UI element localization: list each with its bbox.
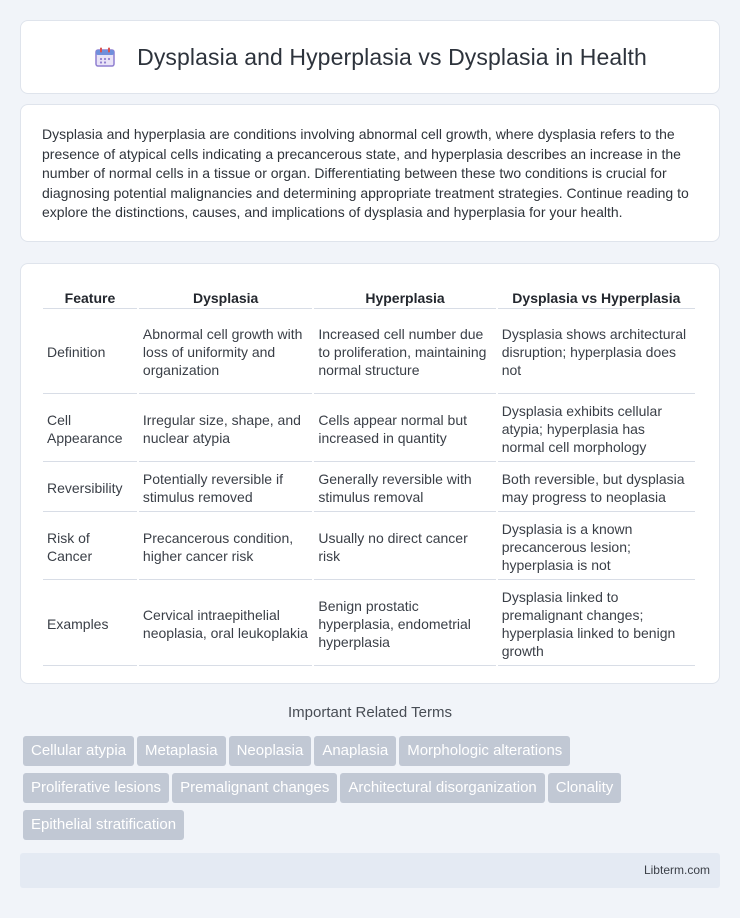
table-row <box>43 396 695 462</box>
table-cell: Definition <box>43 311 137 394</box>
table-cell: Dysplasia linked to premalignant changes; hyperplasia linked to benign growth <box>498 582 695 666</box>
table-row <box>43 582 695 666</box>
table-cell: Dysplasia is a known precancerous lesion; hyperplasia is not <box>498 514 695 580</box>
table-cell: Abnormal cell growth with loss of uniformity and organization <box>139 311 312 394</box>
header-card <box>20 20 720 94</box>
related-terms-title: Important Related Terms <box>288 704 452 721</box>
footer <box>20 853 720 888</box>
related-term-tag[interactable]: Metaplasia <box>137 736 226 766</box>
table-cell: Increased cell number due to proliferation, maintaining normal structure <box>314 311 495 394</box>
footer-site-link[interactable]: Libterm.com <box>643 863 710 877</box>
table-row <box>43 464 695 512</box>
table-cell: Risk of Cancer <box>43 514 137 580</box>
table-row <box>43 311 695 394</box>
table-header-row <box>43 284 695 309</box>
related-term-tag[interactable]: Architectural disorganization <box>340 773 544 803</box>
table-cell: Cell Appearance <box>43 396 137 462</box>
table-cell: Precancerous condition, higher cancer risk <box>139 514 312 580</box>
column-header: Hyperplasia <box>314 284 495 309</box>
comparison-table <box>41 282 697 668</box>
related-term-tag[interactable]: Cellular atypia <box>23 736 134 766</box>
table-cell: Examples <box>43 582 137 666</box>
table-cell: Cells appear normal but increased in quantity <box>314 396 495 462</box>
related-term-tag[interactable]: Anaplasia <box>314 736 396 766</box>
intro-paragraph: Dysplasia and hyperplasia are conditions involving abnormal cell growth, where dysplasia refers to the presence of atypical cells indicating a precancerous state, and hyperplasia describes an increase in the number of normal cells in a tissue or organ. Differentiating between these two conditions is crucial for diagnosing potential malignancies and determining appropriate treatment strategies. Continue reading to explore the distinctions, causes, and implications of dysplasia and hyperplasia for your health. <box>42 126 689 221</box>
table-cell: Dysplasia exhibits cellular atypia; hyperplasia has normal cell morphology <box>498 396 695 462</box>
column-header: Feature <box>43 284 137 309</box>
related-term-tag[interactable]: Premalignant changes <box>172 773 337 803</box>
table-cell: Cervical intraepithelial neoplasia, oral leukoplakia <box>139 582 312 666</box>
column-header: Dysplasia <box>139 284 312 309</box>
column-header: Dysplasia vs Hyperplasia <box>498 284 695 309</box>
table-cell: Both reversible, but dysplasia may progress to neoplasia <box>498 464 695 512</box>
table-cell: Potentially reversible if stimulus removed <box>139 464 312 512</box>
page-title: Dysplasia and Hyperplasia vs Dysplasia in Health <box>137 43 647 70</box>
table-cell: Reversibility <box>43 464 137 512</box>
intro-card <box>20 104 720 242</box>
table-cell: Irregular size, shape, and nuclear atypia <box>139 396 312 462</box>
comparison-table-card <box>20 263 720 684</box>
calendar-icon <box>93 45 117 69</box>
related-term-tag[interactable]: Neoplasia <box>229 736 312 766</box>
table-row <box>43 514 695 580</box>
table-cell: Benign prostatic hyperplasia, endometrial hyperplasia <box>314 582 495 666</box>
table-cell: Dysplasia shows architectural disruption; hyperplasia does not <box>498 311 695 394</box>
table-cell: Generally reversible with stimulus removal <box>314 464 495 512</box>
related-term-tag[interactable]: Proliferative lesions <box>23 773 169 803</box>
related-term-tag[interactable]: Epithelial stratification <box>23 810 184 840</box>
related-term-tag[interactable]: Morphologic alterations <box>399 736 570 766</box>
related-terms-list <box>23 736 713 847</box>
related-term-tag[interactable]: Clonality <box>548 773 622 803</box>
table-cell: Usually no direct cancer risk <box>314 514 495 580</box>
